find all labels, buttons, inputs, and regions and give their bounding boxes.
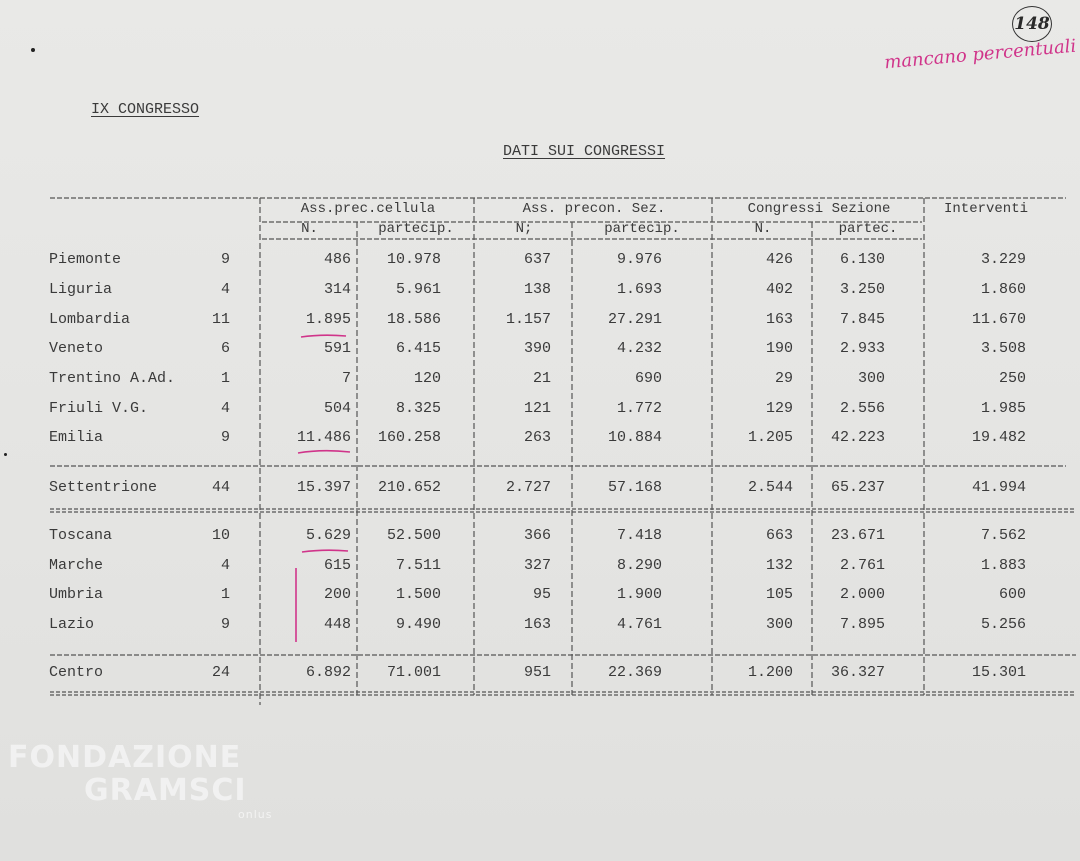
table-cell: 615 [323,557,351,574]
table-cell: 23.671 [830,527,885,544]
table-cell: 4 [220,281,230,298]
table-cell: 402 [765,281,793,298]
table-cell: 138 [523,281,551,298]
document-title: IX CONGRESSO [91,101,200,118]
table-cell: 5.629 [305,527,351,544]
row-label: Trentino A.Ad. [49,370,176,387]
table-cell: 486 [323,251,351,268]
table-cell: 951 [523,664,551,681]
table-cell: 21 [532,370,551,387]
row-label: Settentrione [49,479,158,496]
table-cell: 3.250 [839,281,885,298]
table-cell: 27.291 [607,311,662,328]
table-cell: 8.290 [616,557,662,574]
document-subtitle: DATI SUI CONGRESSI [503,143,666,160]
row-label: Lombardia [49,311,131,328]
table-cell: 600 [998,586,1026,603]
table-cell: 300 [857,370,885,387]
table-cell: 1.985 [980,400,1026,417]
row-label: Marche [49,557,104,574]
table-cell: 9 [220,616,230,633]
column-subheader: N. [754,221,772,237]
table-cell: 426 [765,251,793,268]
row-label: Emilia [49,429,104,446]
table-cell: 52.500 [386,527,441,544]
column-subheader: partecip. [378,221,454,237]
table-cell: 7.845 [839,311,885,328]
table-cell: 10 [211,527,230,544]
table-cell: 3.229 [980,251,1026,268]
table-cell: 4 [220,400,230,417]
table-cell: 10.978 [386,251,441,268]
table-cell: 9.490 [395,616,441,633]
table-cell: 44 [211,479,230,496]
table-cell: 8.325 [395,400,441,417]
table-cell: 6.892 [305,664,351,681]
row-label: Toscana [49,527,113,544]
table-cell: 11 [211,311,230,328]
table-cell: 22.369 [607,664,662,681]
table-cell: 29 [774,370,793,387]
table-cell: 105 [765,586,793,603]
row-label: Piemonte [49,251,122,268]
table-cell: 1.883 [980,557,1026,574]
row-label: Liguria [49,281,113,298]
table-cell: 200 [323,586,351,603]
table-cell: 7.511 [395,557,441,574]
table-cell: 11.670 [971,311,1026,328]
table-cell: 4 [220,557,230,574]
row-label: Umbria [49,586,104,603]
table-cell: 7.562 [980,527,1026,544]
table-cell: 1.895 [305,311,351,328]
table-cell: 1.200 [747,664,793,681]
table-cell: 591 [323,340,351,357]
table-cell: 6 [220,340,230,357]
table-cell: 132 [765,557,793,574]
table-cell: 250 [998,370,1026,387]
table-cell: 448 [323,616,351,633]
table-cell: 9.976 [616,251,662,268]
table-cell: 1 [220,586,230,603]
table-cell: 2.556 [839,400,885,417]
table-cell: 129 [765,400,793,417]
table-cell: 4.761 [616,616,662,633]
column-subheader: N; [515,221,533,237]
table-cell: 1.500 [395,586,441,603]
column-subheader: partecip. [604,221,680,237]
row-label: Veneto [49,340,104,357]
table-cell: 210.652 [377,479,441,496]
table-cell: 3.508 [980,340,1026,357]
table-cell: 7.895 [839,616,885,633]
column-subheader: N. [301,221,318,237]
table-cell: 5.256 [980,616,1026,633]
table-cell: 7 [341,370,351,387]
page-number: 148 [1012,6,1052,42]
table-cell: 9 [220,251,230,268]
column-subheader: partec. [838,221,898,237]
table-cell: 1.693 [616,281,662,298]
column-group-header: Congressi Sezione [747,201,891,217]
column-group-header: Ass. precon. Sez. [522,201,666,217]
table-cell: 5.961 [395,281,441,298]
table-cell: 41.994 [971,479,1026,496]
table-cell: 36.327 [830,664,885,681]
table-cell: 15.301 [971,664,1026,681]
table-cell: 4.232 [616,340,662,357]
table-cell: 663 [765,527,793,544]
table-cell: 1 [220,370,230,387]
watermark-line: FONDAZIONE [8,740,242,775]
table-cell: 327 [523,557,551,574]
table-cell: 637 [523,251,551,268]
table-cell: 1.157 [505,311,551,328]
table-cell: 2.933 [839,340,885,357]
table-cell: 18.586 [386,311,441,328]
row-label: Lazio [49,616,95,633]
table-cell: 2.761 [839,557,885,574]
column-group-header: Ass.prec.cellula [300,201,436,217]
table-cell: 10.884 [607,429,662,446]
table-cell: 163 [523,616,551,633]
column-group-header: Interventi [943,201,1028,217]
table-cell: 7.418 [616,527,662,544]
table-cell: 120 [413,370,441,387]
table-cell: 11.486 [296,429,351,446]
watermark-line: onlus [238,808,273,821]
table-cell: 1.860 [980,281,1026,298]
table-cell: 2.544 [747,479,793,496]
table-cell: 1.772 [616,400,662,417]
table-cell: 263 [523,429,551,446]
table-cell: 9 [220,429,230,446]
watermark-line: GRAMSCI [84,773,247,808]
table-cell: 1.900 [616,586,662,603]
table-cell: 57.168 [607,479,662,496]
table-cell: 300 [765,616,793,633]
table-cell: 390 [523,340,551,357]
watermark-logo [8,742,272,821]
table-cell: 42.223 [830,429,885,446]
table-cell: 19.482 [971,429,1026,446]
table-cell: 314 [323,281,351,298]
table-cell: 6.415 [395,340,441,357]
table-cell: 2.000 [839,586,885,603]
table-cell: 71.001 [386,664,441,681]
table-cell: 366 [523,527,551,544]
table-cell: 190 [765,340,793,357]
handwritten-note: mancano percentuali [883,35,1078,74]
table-cell: 24 [211,664,230,681]
table-cell: 15.397 [296,479,351,496]
table-cell: 160.258 [377,429,441,446]
table-cell: 95 [532,586,551,603]
row-label: Friuli V.G. [49,400,149,417]
table-cell: 121 [523,400,551,417]
table-cell: 163 [765,311,793,328]
table-cell: 1.205 [747,429,793,446]
table-cell: 6.130 [839,251,885,268]
row-label: Centro [49,664,104,681]
table-cell: 65.237 [830,479,885,496]
table-cell: 690 [634,370,662,387]
table-cell: 2.727 [505,479,551,496]
table-cell: 504 [323,400,351,417]
